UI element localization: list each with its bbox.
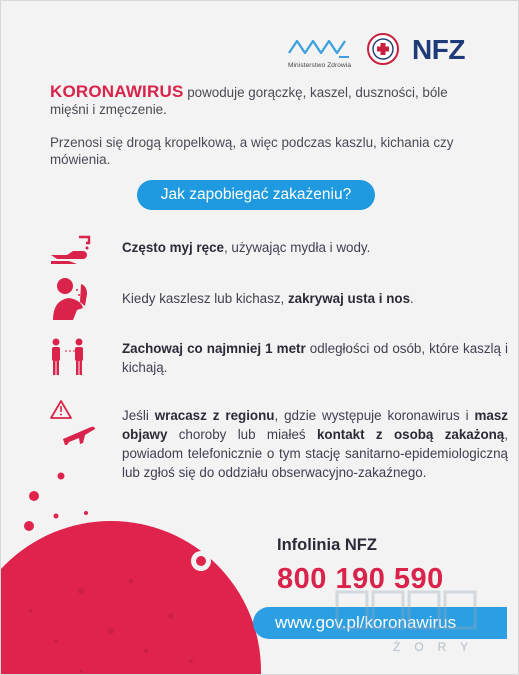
transmission-text: Przenosi się drogą kropelkową, a więc podczas kaszlu, kichania czy mówienia.: [50, 135, 454, 167]
tip-distance: [49, 337, 509, 377]
website-link[interactable]: www.gov.pl/koronawirus: [253, 607, 507, 639]
ministry-label: Ministerstwo Zdrowia: [288, 62, 352, 69]
hotline-title: Infolinia NFZ: [277, 536, 377, 554]
virus-circle-decoration: [0, 521, 261, 675]
tip-4-rest: , powiadom telefonicznie o tym stację sanitarno-epidemiologiczną lub zgłoś się do oddziału obserwacyjno-zakaźnego.: [122, 427, 508, 480]
hotline-number: 800 190 590: [277, 563, 444, 595]
hand-washing-icon: [49, 233, 99, 265]
intro-symptoms: [50, 83, 470, 118]
tip-4-bold-symptoms: masz objawy: [122, 408, 508, 442]
watermark-text: ŻORY: [393, 640, 483, 654]
tip-hand-washing: [49, 233, 509, 265]
tip-4-mid1: , gdzie występuje koronawirus i: [274, 408, 475, 423]
tip-1-rest: , używając mydła i wody.: [223, 240, 371, 255]
tip-2-rest: .: [410, 291, 414, 306]
tip-3-rest: odległości od osób, które kaszlą i kichają.: [122, 341, 508, 375]
tip-cover-cough: [49, 276, 509, 322]
tip-3-bold: Zachowaj co najmniej 1 metr: [122, 341, 306, 356]
tip-2-pre: Kiedy kaszlesz lub kichasz,: [122, 291, 288, 306]
tip-travel-warning: [49, 399, 509, 495]
tip-2-bold: zakrywaj usta i nos: [287, 291, 411, 306]
nfz-logo: NFZ: [412, 34, 465, 65]
warning-travel-icon: [49, 399, 99, 447]
tip-4-pre: Jeśli: [122, 408, 155, 423]
tip-1-bold: Często myj ręce: [122, 240, 224, 255]
health-fund-seal-icon: [367, 33, 399, 65]
ministry-logo-icon: [285, 35, 357, 75]
virus-word: KORONAWIRUS: [50, 82, 184, 101]
tip-4-bold-region: wracasz z regionu: [154, 408, 275, 423]
tip-4-bold-contact: kontakt z osobą zakażoną: [316, 427, 505, 442]
covering-cough-icon: [49, 276, 99, 322]
symptoms-text: powoduje gorączkę, kaszel, duszności, bóle mięśni i zmęczenie.: [50, 85, 448, 117]
prevention-heading: Jak zapobiegać zakażeniu?: [137, 180, 375, 210]
social-distance-icon: [49, 337, 99, 377]
tip-4-mid2: choroby lub miałeś: [167, 427, 317, 442]
